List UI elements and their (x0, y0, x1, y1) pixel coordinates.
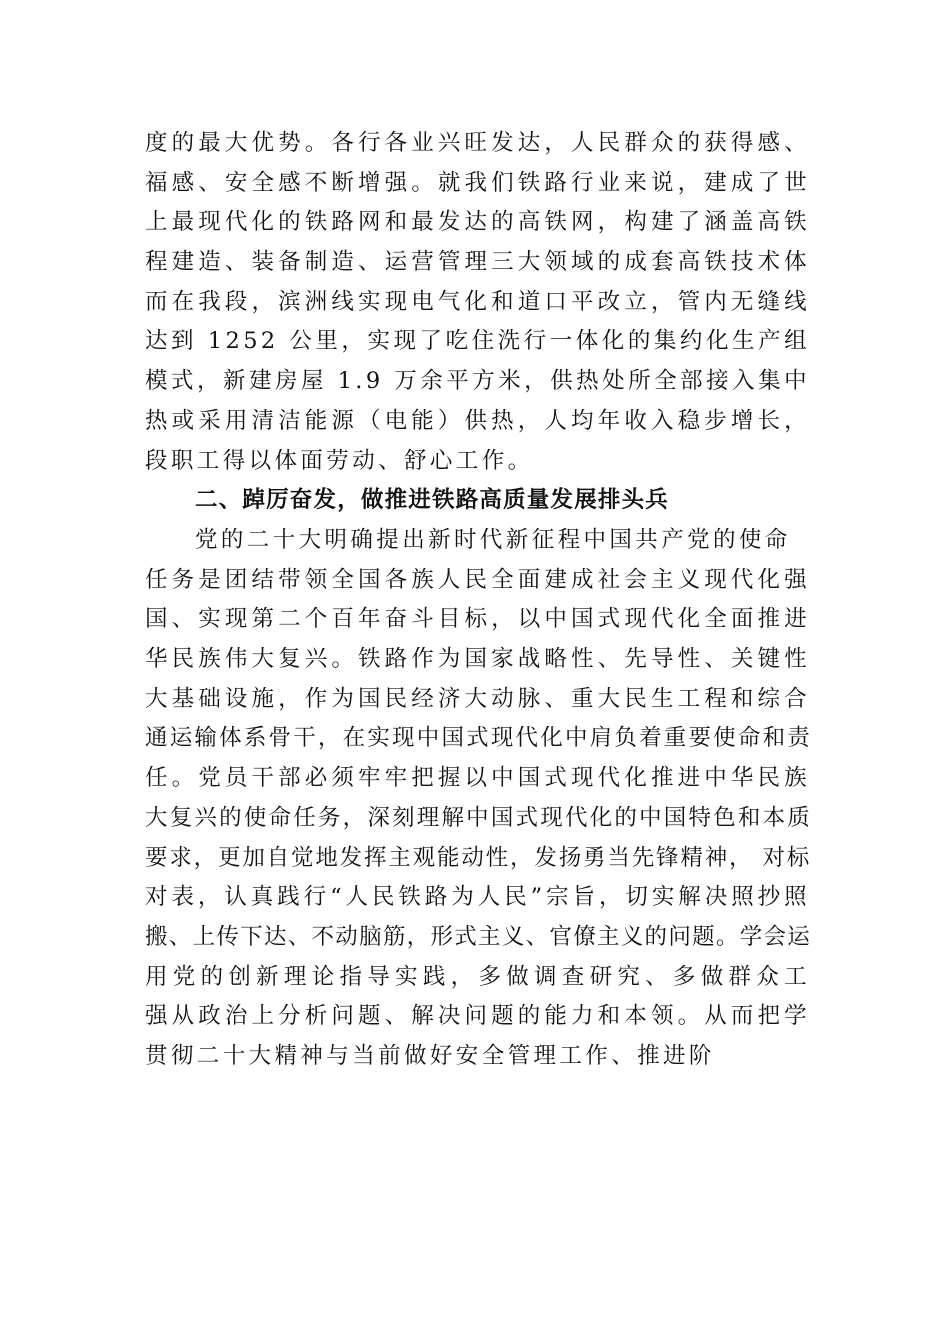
paragraph-2-line: 对表，认真践行“人民铁路为人民”宗旨，切实解决照抄照 (145, 884, 810, 911)
section-heading: 二、踔厉奋发，做推进铁路高质量发展排头兵 (195, 487, 670, 513)
paragraph-2-line: 华民族伟大复兴。铁路作为国家战略性、先导性、关键性 (145, 646, 810, 673)
paragraph-1 (145, 124, 810, 481)
paragraph-2-line: 通运输体系骨干，在实现中国式现代化中肩负着重要使命和责 (145, 725, 810, 752)
paragraph-2 (145, 521, 810, 1077)
paragraph-2-line: 搬、上传下达、不动脑筋，形式主义、官僚主义的问题。学会运 (145, 923, 810, 950)
paragraph-1-line: 模式，新建房屋 1.9 万余平方米，供热处所全部接入集中 (145, 368, 810, 395)
paragraph-1-line: 上最现代化的铁路网和最发达的高铁网，构建了涵盖高铁 (145, 209, 810, 236)
paragraph-2-line: 大基础设施，作为国民经济大动脉、重大民生工程和综合 (145, 685, 810, 712)
paragraph-1-line: 福感、安全感不断增强。就我们铁路行业来说，建成了世 (145, 169, 810, 196)
paragraph-2-line: 大复兴的使命任务，深刻理解中国式现代化的中国特色和本质 (145, 804, 810, 831)
paragraph-2-line-first: 党的二十大明确提出新时代新征程中国共产党的使命 (195, 527, 791, 553)
paragraph-1-line: 度的最大优势。各行各业兴旺发达，人民群众的获得感、 (145, 130, 810, 156)
paragraph-2-line: 国、实现第二个百年奋斗目标，以中国式现代化全面推进 (145, 606, 810, 633)
paragraph-2-line: 用党的创新理论指导实践，多做调查研究、多做群众工 (145, 963, 810, 990)
paragraph-2-line: 任。党员干部必须牢牢把握以中国式现代化推进中华民族 (145, 765, 810, 792)
paragraph-2-line: 任务是团结带领全国各族人民全面建成社会主义现代化强 (145, 566, 810, 593)
paragraph-2-line: 要求，更加自觉地发挥主观能动性，发扬勇当先锋精神， 对标 (145, 844, 810, 871)
section-heading-block (145, 481, 810, 521)
paragraph-1-line: 热或采用清洁能源（电能）供热，人均年收入稳步增长， (145, 407, 810, 434)
paragraph-1-line: 而在我段，滨洲线实现电气化和道口平改立，管内无缝线 (145, 288, 810, 315)
paragraph-2-line: 强从政治上分析问题、解决问题的能力和本领。从而把学 (145, 1003, 810, 1030)
paragraph-1-line-last: 段职工得以体面劳动、舒心工作。 (145, 447, 534, 474)
paragraph-1-line: 达到 1252 公里，实现了吃住洗行一体化的集约化生产组 (145, 328, 810, 355)
paragraph-2-line-last: 贯彻二十大精神与当前做好安全管理工作、推进阶 (145, 1042, 715, 1069)
paragraph-1-line: 程建造、装备制造、运营管理三大领域的成套高铁技术体 (145, 249, 810, 276)
